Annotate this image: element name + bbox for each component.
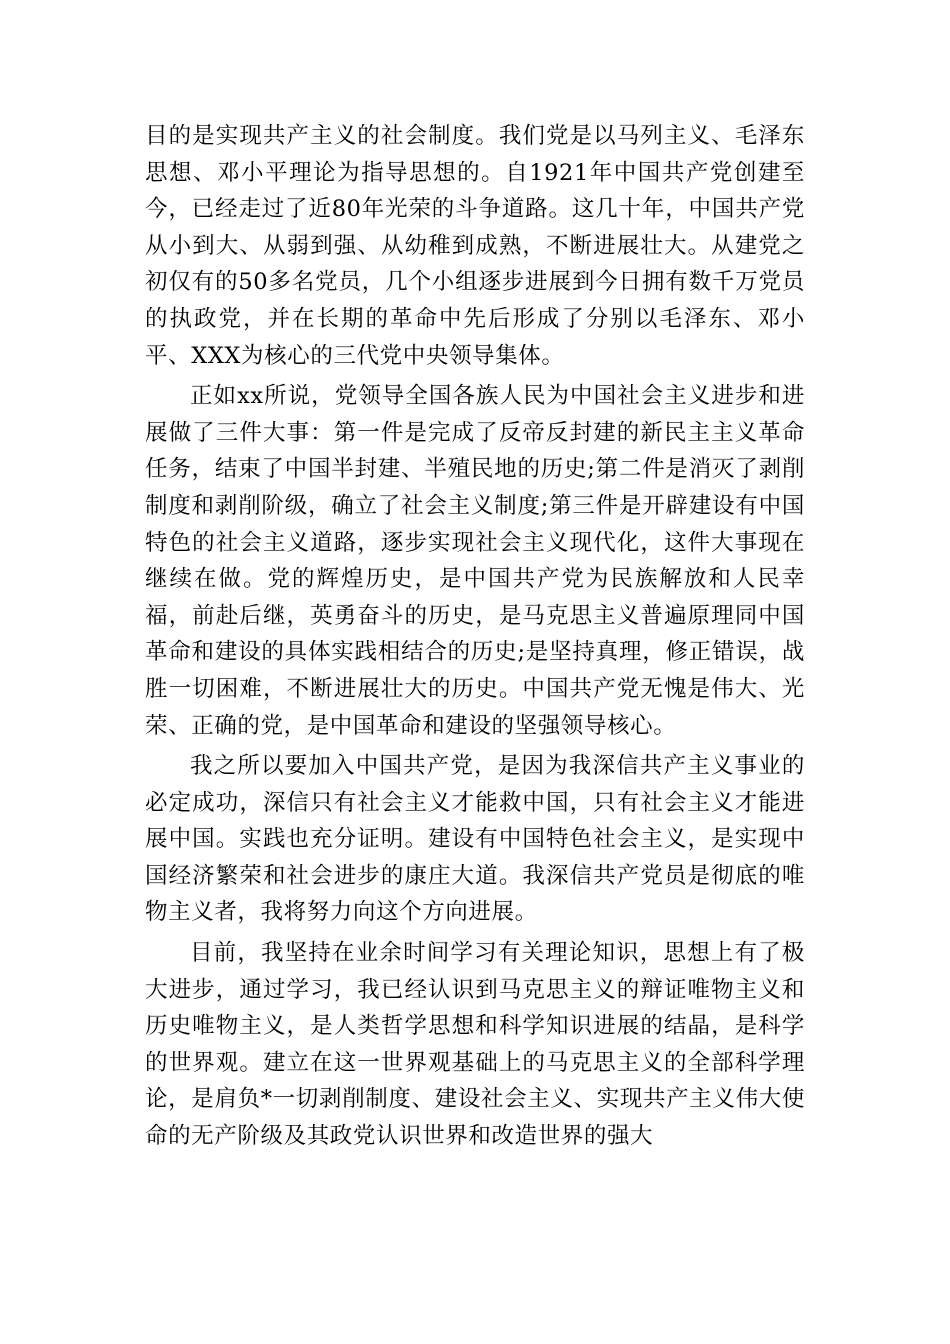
document-page (145, 118, 805, 1155)
paragraph-1: 目的是实现共产主义的社会制度。我们党是以马列主义、毛泽东思想、邓小平理论为指导思想的。自1921年中国共产党创建至今，已经走过了近80年光荣的斗争道路。这几十年，中国共产党从小到大、从弱到强、从幼稚到成熟，不断进展壮大。从建党之初仅有的50多名党员，几个小组逐步进展到今日拥有数千万党员的执政党，并在长期的革命中先后形成了分别以毛泽东、邓小平、XXX为核心的三代党中央领导集体。 (145, 123, 805, 369)
paragraph-4: 目前，我坚持在业余时间学习有关理论知识，思想上有了极大进步，通过学习，我已经认识到马克思主义的辩证唯物主义和历史唯物主义，是人类哲学思想和科学知识进展的结晶，是科学的世界观。建立在这一世界观基础上的马克思主义的全部科学理论，是肩负*一切剥削制度、建设社会主义、实现共产主义伟大使命的无产阶级及其政党认识世界和改造世界的强大 (145, 940, 805, 1150)
paragraph-3: 我之所以要加入中国共产党，是因为我深信共产主义事业的必定成功，深信只有社会主义才能救中国，只有社会主义才能进展中国。实践也充分证明。建设有中国特色社会主义，是实现中国经济繁荣和社会进步的康庄大道。我深信共产党员是彻底的唯物主义者，我将努力向这个方向进展。 (145, 753, 805, 926)
paragraph-2: 正如xx所说，党领导全国各族人民为中国社会主义进步和进展做了三件大事：第一件是完成了反帝反封建的新民主主义革命任务，结束了中国半封建、半殖民地的历史;第二件是消灭了剥削制度和剥削阶级，确立了社会主义制度;第三件是开辟建设有中国特色的社会主义道路，逐步实现社会主义现代化，这件大事现在继续在做。党的辉煌历史，是中国共产党为民族解放和人民幸福，前赴后继，英勇奋斗的历史，是马克思主义普遍原理同中国革命和建设的具体实践相结合的历史;是坚持真理，修正错误，战胜一切困难，不断进展壮大的历史。中国共产党无愧是伟大、光荣、正确的党，是中国革命和建设的坚强领导核心。 (145, 383, 805, 739)
